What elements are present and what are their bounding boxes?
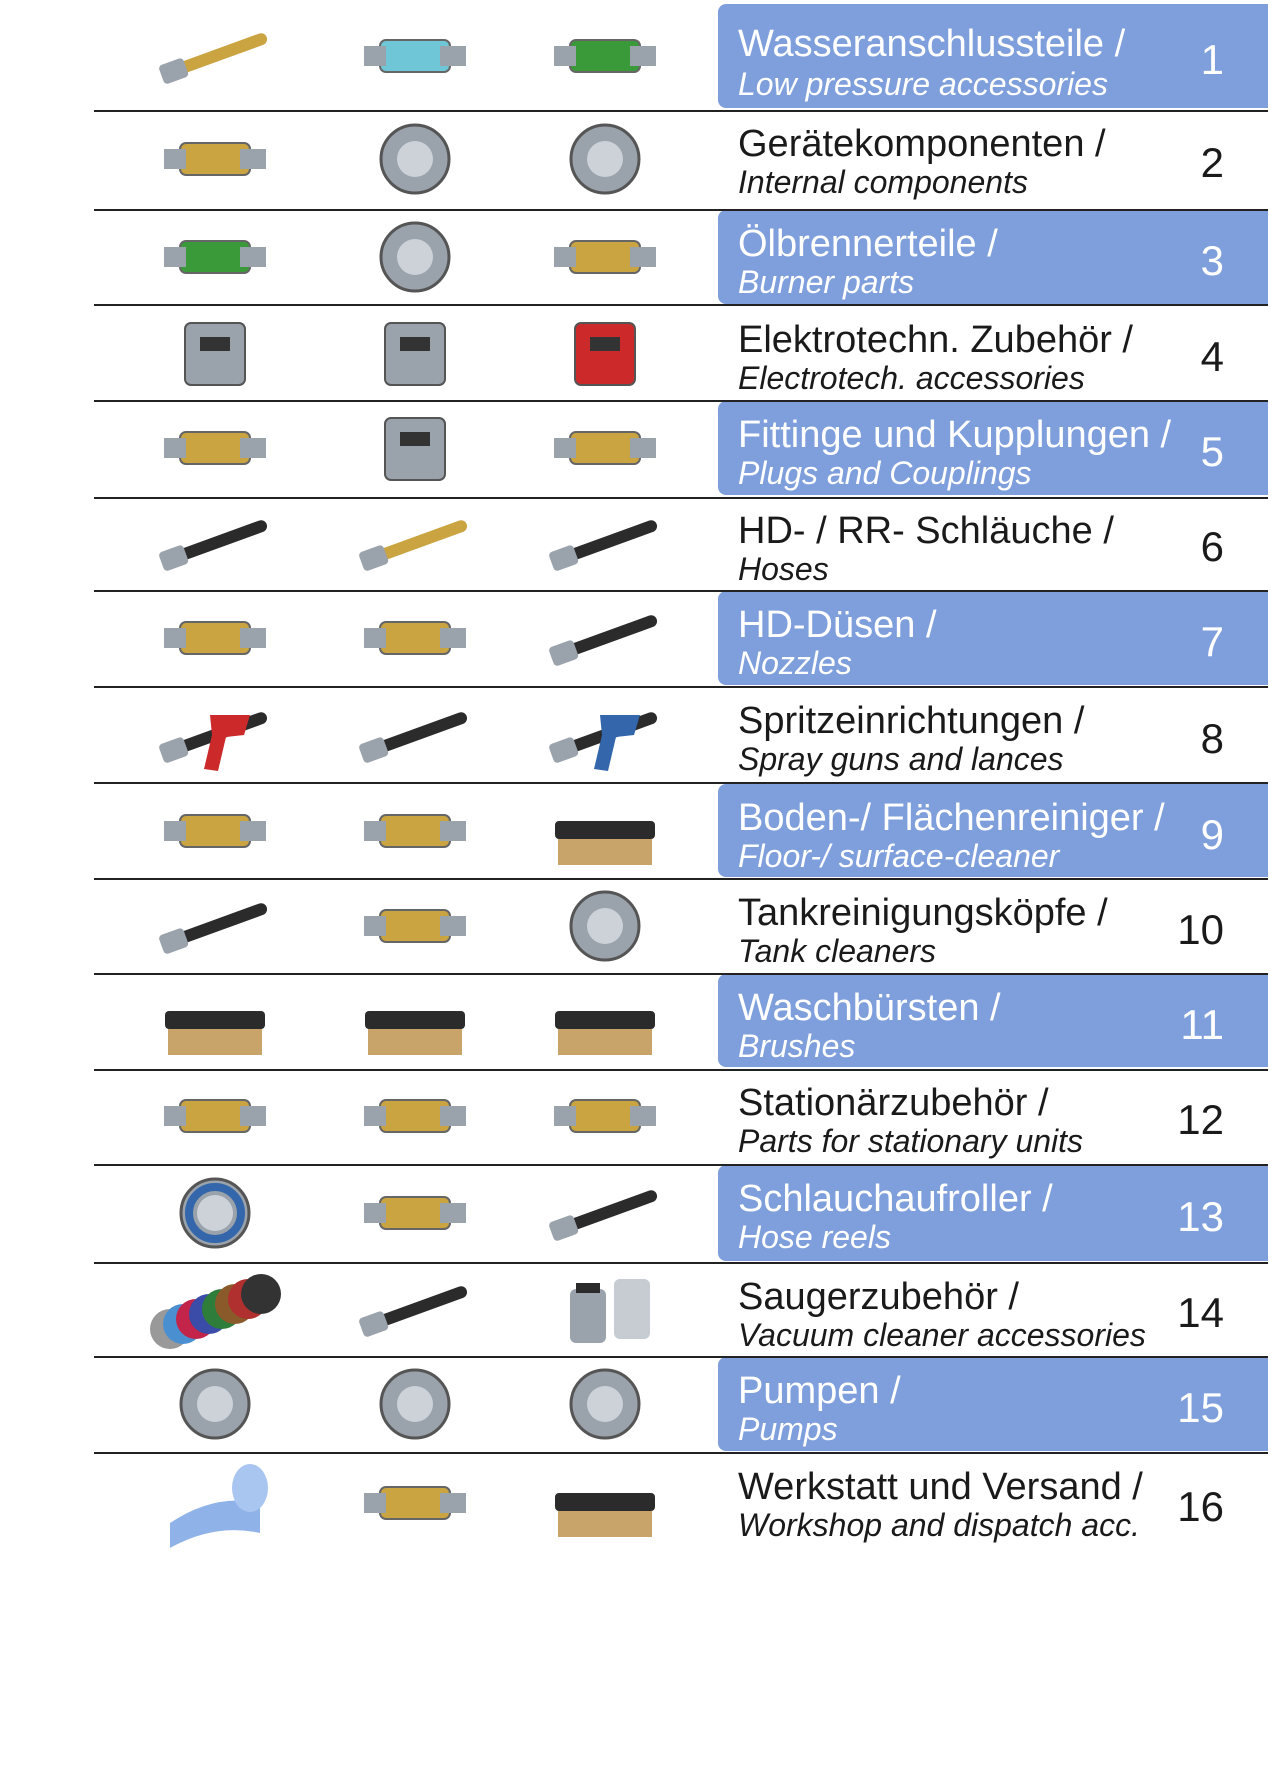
hose-reel-icon: [530, 1163, 680, 1263]
hose-bundle-icon: [530, 493, 680, 593]
page-number: 16: [1177, 1483, 1224, 1530]
page-number: 2: [1200, 139, 1224, 186]
category-title-de: Spritzeinrichtungen /: [738, 700, 1085, 742]
category-title-de: Fittinge und Kupplungen /: [738, 414, 1172, 456]
thread-sealant-icon: [340, 1066, 490, 1166]
rotor-nozzle-icon: [340, 588, 490, 688]
pump-unit-icon: [140, 1354, 290, 1454]
floor-pads-icon: [140, 1259, 290, 1359]
category-label-box[interactable]: [718, 1069, 1268, 1163]
category-title-en: Brushes: [738, 1028, 856, 1064]
page-number: 4: [1200, 333, 1224, 380]
brass-hose-connector-icon: [140, 6, 290, 106]
row-divider: [94, 304, 1268, 306]
burner-nozzle-icon: [140, 207, 290, 307]
page-number: 9: [1200, 811, 1224, 858]
level-sensor-icon: [140, 303, 290, 403]
category-label-box[interactable]: [718, 591, 1268, 685]
water-filter-housing-icon: [340, 6, 490, 106]
steel-reel-icon: [140, 1163, 290, 1263]
category-label-box[interactable]: [718, 1357, 1268, 1451]
tank-head-icon: [530, 876, 680, 976]
row-divider: [94, 590, 1268, 592]
fuel-pump-icon: [340, 207, 490, 307]
hose-end-icon: [140, 493, 290, 593]
category-title-en: Internal components: [738, 164, 1028, 200]
swivel-arm-icon: [340, 1163, 490, 1263]
category-title-de: HD-Düsen /: [738, 604, 937, 646]
category-title-de: Elektrotechn. Zubehör /: [738, 319, 1133, 361]
page-number: 8: [1200, 715, 1224, 762]
spray-gun-icon: [140, 685, 290, 785]
category-title-de: Boden-/ Flächenreiniger /: [738, 797, 1165, 839]
row-divider: [94, 1069, 1268, 1071]
category-title-en: Vacuum cleaner accessories: [738, 1317, 1146, 1353]
hose-fitting-icon: [340, 493, 490, 593]
category-title-en: Hoses: [738, 551, 829, 587]
cleaning-brushes-icon: [530, 1453, 680, 1553]
tee-fitting-icon: [140, 1066, 290, 1166]
suction-tubes-icon: [340, 1259, 490, 1359]
page-number: 12: [1177, 1096, 1224, 1143]
category-title-en: Electrotech. accessories: [738, 360, 1085, 396]
page-number: 7: [1200, 618, 1224, 665]
category-label-box[interactable]: [718, 1453, 1268, 1553]
ball-valve-icon: [530, 1066, 680, 1166]
category-title-de: Gerätekomponenten /: [738, 123, 1106, 165]
category-title-en: Floor-/ surface-cleaner: [738, 838, 1060, 874]
pump-seals-icon: [530, 1354, 680, 1454]
wash-brush-icon: [140, 971, 290, 1071]
row-divider: [94, 1452, 1268, 1454]
row-divider: [94, 1356, 1268, 1358]
ignition-electrode-icon: [530, 207, 680, 307]
water-gun-icon: [530, 685, 680, 785]
category-title-en: Parts for stationary units: [738, 1123, 1084, 1159]
row-divider: [94, 1164, 1268, 1166]
spray-lance-icon: [340, 685, 490, 785]
unloader-valve-icon: [140, 109, 290, 209]
surface-cleaner-icon: [140, 781, 290, 881]
page-number: 1: [1200, 36, 1224, 83]
category-title-en: Workshop and dispatch acc.: [738, 1507, 1140, 1543]
rotating-brush-icon: [530, 971, 680, 1071]
category-label-box[interactable]: [718, 1263, 1268, 1355]
brush-adapter-icon: [340, 971, 490, 1071]
category-label-box[interactable]: [718, 1165, 1268, 1261]
dosing-pump-icon: [530, 109, 680, 209]
row-divider: [94, 400, 1268, 402]
row-divider: [94, 110, 1268, 112]
drive-unit-icon: [340, 876, 490, 976]
category-label-box[interactable]: [718, 497, 1268, 589]
page-number: 10: [1177, 906, 1224, 953]
category-label-box[interactable]: [718, 110, 1268, 208]
category-title-de: Werkstatt und Versand /: [738, 1466, 1143, 1508]
page-number: 5: [1200, 428, 1224, 475]
category-title-en: Pumps: [738, 1411, 838, 1447]
category-title-de: Stationärzubehör /: [738, 1082, 1049, 1124]
category-label-box[interactable]: [718, 687, 1268, 782]
nozzle-lance-icon: [530, 588, 680, 688]
paper-roll-icon: [140, 1453, 290, 1553]
tank-lance-icon: [140, 876, 290, 976]
spray-nozzle-set-icon: [530, 6, 680, 106]
category-label-box[interactable]: [718, 784, 1268, 877]
page-number: 3: [1200, 237, 1224, 284]
category-title-en: Spray guns and lances: [738, 741, 1064, 777]
electric-motor-icon: [340, 1354, 490, 1454]
category-label-box[interactable]: [718, 401, 1268, 495]
category-title-en: Hose reels: [738, 1219, 891, 1255]
nipple-set-icon: [140, 398, 290, 498]
category-title-en: Plugs and Couplings: [738, 455, 1032, 491]
floor-cleaner-icon: [340, 781, 490, 881]
flow-switch-icon: [340, 398, 490, 498]
page-number: 11: [1180, 1001, 1224, 1048]
category-title-de: HD- / RR- Schläuche /: [738, 510, 1114, 552]
page-number: 13: [1177, 1193, 1224, 1240]
category-title-en: Low pressure accessories: [738, 66, 1108, 102]
row-divider: [94, 686, 1268, 688]
category-label-box[interactable]: [718, 306, 1268, 399]
pressure-gauge-icon: [340, 109, 490, 209]
category-title-de: Pumpen /: [738, 1370, 901, 1412]
row-divider: [94, 782, 1268, 784]
page-number: 14: [1177, 1289, 1224, 1336]
category-title-de: Schlauchaufroller /: [738, 1178, 1053, 1220]
brush-cleaner-icon: [530, 781, 680, 881]
cee-plug-icon: [530, 303, 680, 403]
category-label-box[interactable]: [718, 974, 1268, 1067]
category-label-box[interactable]: [718, 879, 1268, 972]
category-title-en: Burner parts: [738, 264, 915, 300]
page-number: 6: [1200, 523, 1224, 570]
category-label-box[interactable]: [718, 4, 1268, 108]
brass-nozzles-icon: [140, 588, 290, 688]
category-title-de: Waschbürsten /: [738, 987, 1001, 1029]
wet-vacuum-icon: [530, 1259, 680, 1359]
switch-box-icon: [340, 303, 490, 403]
row-divider: [94, 497, 1268, 499]
row-divider: [94, 973, 1268, 975]
row-divider: [94, 878, 1268, 880]
category-title-en: Nozzles: [738, 645, 852, 681]
category-label-box[interactable]: [718, 210, 1268, 304]
category-title-de: Wasseranschlussteile /: [738, 23, 1126, 65]
category-title-de: Ölbrennerteile /: [738, 223, 998, 265]
page-number: 15: [1177, 1384, 1224, 1431]
quick-coupling-icon: [530, 398, 680, 498]
row-divider: [94, 1262, 1268, 1264]
category-title-en: Tank cleaners: [738, 933, 937, 969]
category-title-de: Tankreinigungsköpfe /: [738, 892, 1108, 934]
row-divider: [94, 209, 1268, 211]
category-title-de: Saugerzubehör /: [738, 1276, 1019, 1318]
tape-dispenser-icon: [340, 1453, 490, 1553]
